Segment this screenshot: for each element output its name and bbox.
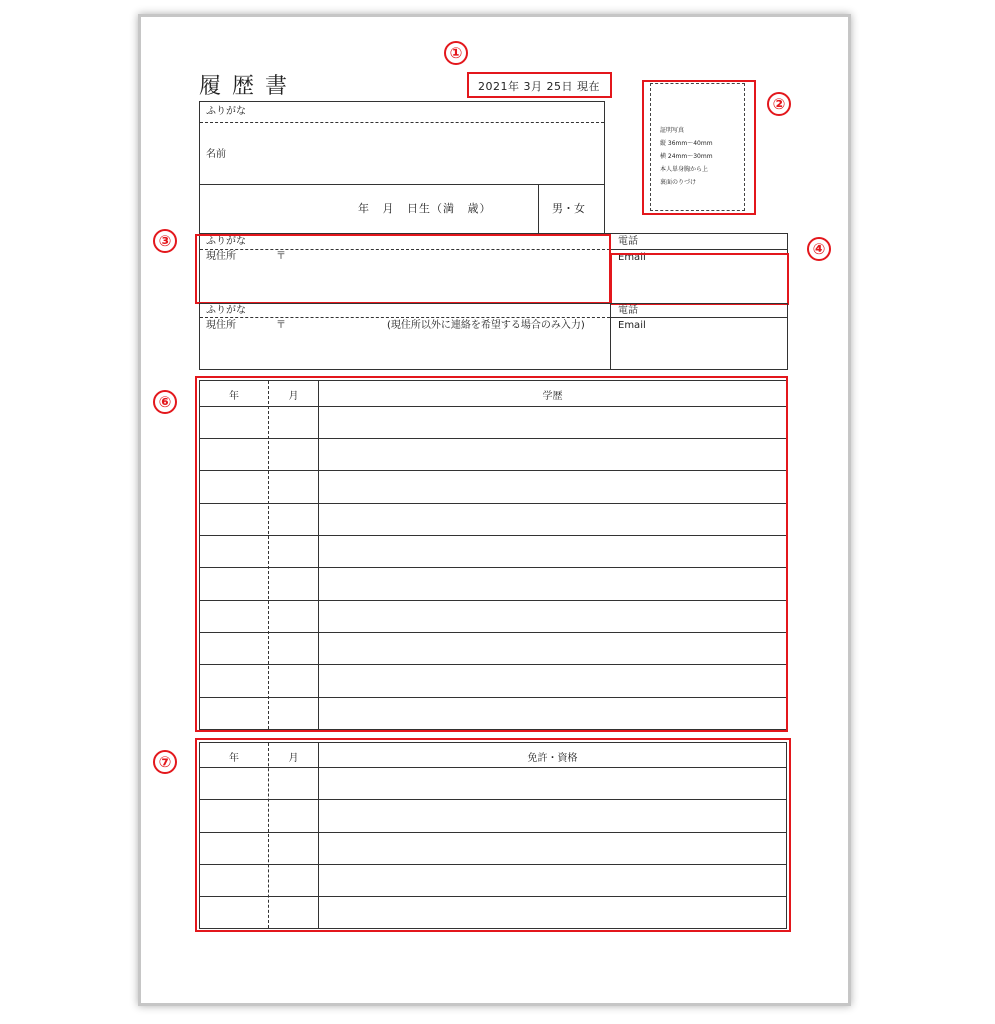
contact-email-label: Email [618,320,646,331]
highlight-licenses [195,738,791,932]
licenses-col-item: 免許・資格 [527,753,578,764]
education-col-month: 月 [288,391,299,402]
divider [200,184,604,185]
date-field[interactable]: 2021年 3月 25日 現在 [478,80,600,93]
page-title: 履歴書 [199,74,299,99]
divider [538,185,539,233]
furigana-label: ふりがな [206,106,246,117]
highlight-email [610,253,789,305]
photo-line: 裏面のりづけ [660,179,697,186]
marker-1: ① [444,41,468,65]
email-label: Email [618,252,646,263]
marker-6: ⑥ [153,390,177,414]
education-col-year: 年 [229,391,239,402]
highlight-photo [642,80,756,215]
divider [611,317,787,318]
photo-line: 証明写真 [660,127,685,134]
highlight-address [195,234,611,304]
address-label: 現住所 [206,251,236,262]
contact-furigana-label: ふりがな [206,305,246,316]
marker-2: ② [767,92,791,116]
photo-line: 横 24mm〜30mm [660,153,713,160]
divider [200,122,604,123]
divider [610,304,611,369]
photo-line: 縦 36mm〜40mm [660,140,713,147]
name-label: 名前 [206,149,226,160]
postal-mark: 〒 [276,251,286,262]
licenses-col-year: 年 [229,753,239,764]
address-furigana-label: ふりがな [206,236,246,247]
highlight-date [467,72,612,98]
highlight-education [195,376,788,732]
birth-date-field[interactable]: 年 月 日生（満 歳） [358,202,492,215]
marker-4: ④ [807,237,831,261]
licenses-col-month: 月 [288,753,299,764]
contact-address-label: 現住所 [206,320,236,331]
divider [200,317,610,318]
marker-3: ③ [153,229,177,253]
education-col-item: 学歴 [542,391,563,402]
photo-line: 本人単身胸から上 [660,166,709,173]
divider [611,249,787,250]
contact-note: (現住所以外に連絡を希望する場合のみ入力) [387,320,585,331]
name-input[interactable] [201,124,603,183]
marker-7: ⑦ [153,750,177,774]
contact-phone-label: 電話 [618,305,638,316]
postal-mark: 〒 [276,320,286,331]
contact-address-input[interactable] [201,333,608,368]
gender-field[interactable]: 男・女 [552,202,585,215]
phone-label: 電話 [618,236,638,247]
